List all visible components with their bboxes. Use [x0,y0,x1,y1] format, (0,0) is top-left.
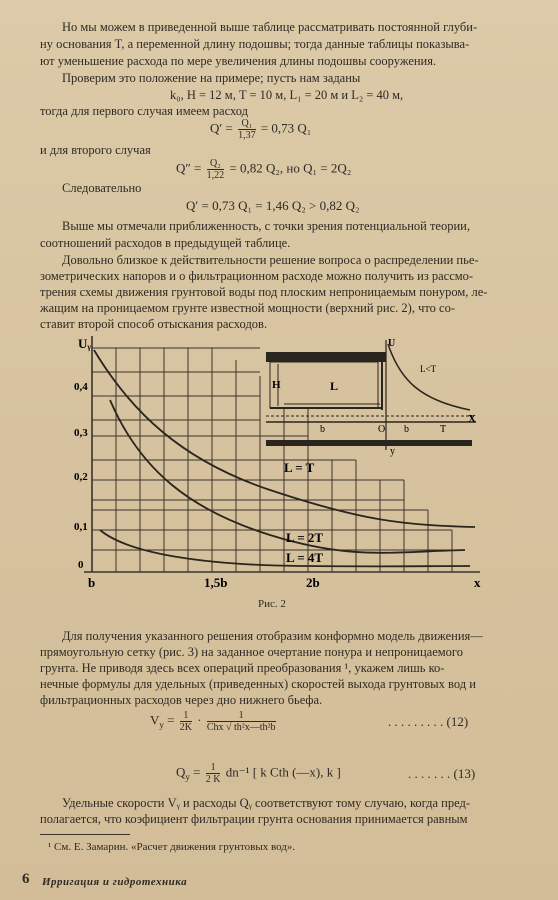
y-tick-0-1: 0,1 [74,521,88,533]
p6-line-1: Удельные скорости Vᵧ и расходы Qᵧ соответствуют тому случаю, когда пред- [62,796,471,810]
formula-13-d: 2 K [205,774,221,785]
y-tick-0: 0 [78,559,84,571]
formula-1-fraction [238,118,256,141]
inset-impermeable [266,440,472,446]
inset-label-b1: b [320,424,325,435]
formula-12-lhs: V [150,712,160,728]
p4-line-3: трения схемы движения грунтовой воды под плоским непроницаемым понуром, ле- [40,285,488,299]
x-tick-2b: 2b [306,575,320,590]
p5-line-1: Для получения указанного решения отобразим конформно модель движения— [62,629,483,643]
formula-12-n2: 1 [207,710,276,722]
inset-label-o: O [378,424,386,435]
p4-line-2: зометрических напоров и о фильтрационном расходе можно получить из рассмо- [40,269,474,283]
formula-13-n: 1 [206,762,221,774]
formula-12-frac1 [180,710,192,733]
p4-line-4: жащим на проницаемом грунте известной мощности (верхний рис. 2), что со- [40,301,455,315]
figure-caption: Рис. 2 [258,598,286,610]
formula-2-lhs: Q″ = [176,160,202,176]
formula-1-rhs: = 0,73 Q₁ [260,120,312,136]
formula-2-rhs: = 0,82 Q₂, но Q₁ = 2Q₂ [229,160,352,176]
formula-2-fraction [207,158,225,181]
label-l-eq-t: L = T [284,460,315,475]
x-tick-1-5b: 1,5b [204,575,228,590]
formula-13-eq: = [193,764,201,780]
label-l-eq-2t: L = 2T [286,530,324,545]
x-tick-b: b [88,575,96,590]
y-tick-0-2: 0,2 [74,471,88,483]
formula-12-eq: = [167,712,175,728]
formula-12-sub: y [159,720,164,731]
footnote-divider [40,834,130,835]
inset-top-bar [266,352,386,362]
footnote: ¹ См. Е. Замарин. «Расчет движения грунтовых вод». [48,841,296,853]
p2-case1: тогда для первого случая имеем расход [40,104,248,118]
inset-label-y: y [390,446,395,457]
formula-2 [176,158,351,181]
p3-line-2: соотношений расходов в предыдущей таблице. [40,236,291,250]
p1-line-3: ют уменьшение расхода по мере увеличения длины подошвы сооружения. [40,54,437,68]
inset-label-u: U [388,338,396,349]
formula-2-num: Q₂ [207,158,225,170]
inset-label-t: T [440,424,447,435]
formula-12-n1: 1 [180,710,192,722]
formula-12-d1: 2K [179,722,192,733]
formula-12-frac2 [207,710,276,733]
p2-therefore: Следовательно [62,181,142,195]
y-tick-0-4: 0,4 [74,381,88,393]
inset-label-b2: b [404,424,409,435]
formula-13-sub: y [185,772,190,783]
inset-box [270,362,378,408]
formula-2-den: 1,22 [206,170,225,181]
p5-line-5: фильтрационных расходов через дно нижнего бьефа. [40,693,323,707]
inset-label-l: L [330,379,339,393]
formula-1 [210,118,311,141]
formula-1-num: Q₁ [238,118,256,130]
y-tick-0-3: 0,3 [74,427,88,439]
y-axis-label: Uᵧ [78,336,92,351]
formula-13-body: dn⁻¹ [ k Cth (—x), k ] [225,764,341,780]
page-number: 6 [22,871,30,887]
journal-title: Ирригация и гидротехника [42,876,188,888]
inset-label-x: X [468,413,476,425]
label-l-eq-4t: L = 4T [286,550,324,565]
p4-line-5: ставит второй способ отыскания расходов. [40,317,268,331]
formula-3: Q′ = 0,73 Q₁ = 1,46 Q₂ > 0,82 Q₂ [186,198,360,213]
formula-13-frac [206,762,221,785]
p5-line-4: нечные формулы для удельных (приведенных) скоростей выхода грунтовых вод и [40,677,476,691]
formula-12-number: . . . . . . . . . (12) [388,714,469,729]
formula-13-number: . . . . . . . (13) [408,766,476,781]
p5-line-2: прямоугольную сетку (рис. 3) на заданное очертание понура и непроницаемого [40,645,463,659]
p1-line-2: ну основания T, а переменной длину подошвы; тогда данные таблицы показыва- [40,37,470,51]
p3-line-1: Выше мы отмечали приближенность, с точки зрения потенциальной теории, [62,219,470,233]
inset-label-lt: L<T [420,364,437,374]
inset-label-h: H [272,379,281,391]
p2-intro: Проверим это положение на примере; пусть нам заданы [62,71,361,85]
formula-13 [176,762,341,785]
formula-13-lhs: Q [176,764,186,780]
p2-case2: и для второго случая [40,143,151,157]
x-tick-x: x [474,575,481,590]
formula-1-lhs: Q′ = [210,120,233,136]
p1-line-1: Но мы можем в приведенной выше таблице рассматривать постоянной глуби- [62,20,478,34]
p5-line-3: грунта. Не приводя здесь всех операций преобразования ¹, укажем лишь ко- [40,661,445,675]
formula-12-d2: Chx √ th²x—th²b [206,722,276,733]
formula-1-den: 1,37 [238,130,256,141]
p2-values: k₀, H = 12 м, T = 10 м, L₁ = 20 м и L₂ = 40 м, [170,88,404,102]
p6-line-2: полагается, что коэфициент фильтрации грунта основания принимается равным [40,812,468,826]
formula-12: $V_y$ = $\frac{1}{2K}$ · $\frac{1}{\text{Chx √ th²x—th²b}}$ [150,710,276,733]
p4-line-1: Довольно близкое к действительности решение вопроса о распределении пье- [62,253,479,267]
curve-l-eq-4t [100,530,470,566]
figure-2 [70,330,500,592]
